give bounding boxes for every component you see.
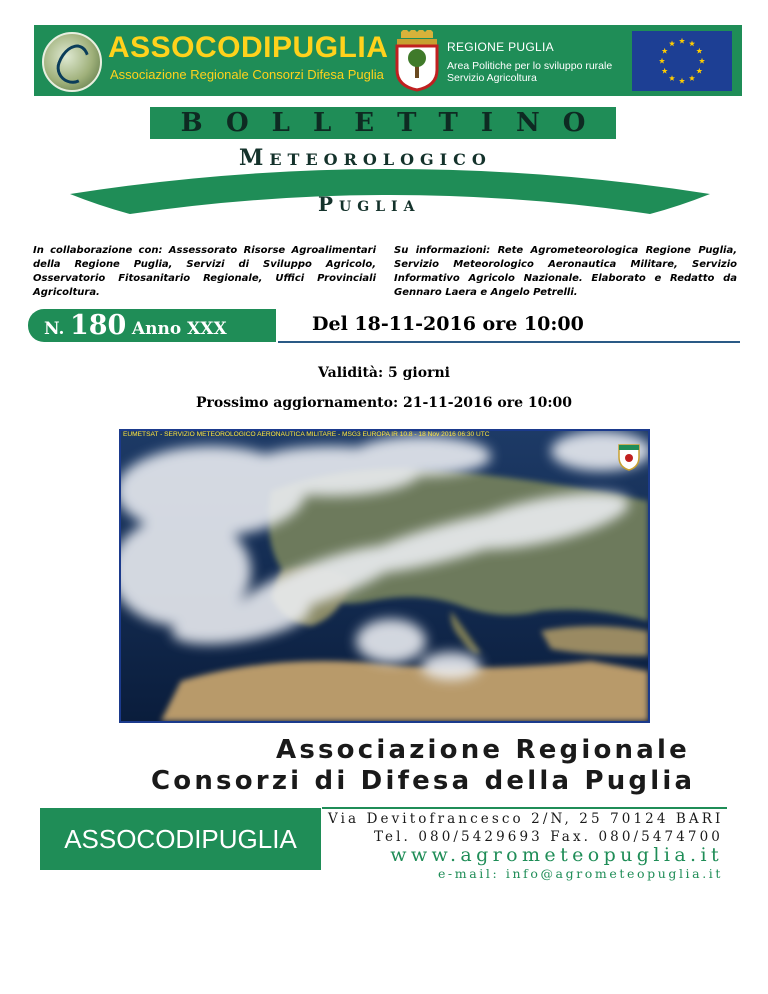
meteorologico-initial: M [239, 145, 270, 171]
assoc-title: ASSOCODIPUGLIA [108, 31, 389, 64]
footer-address: Via Devitofrancesco 2/N, 25 70124 BARI [328, 811, 724, 827]
meteorologico-rest: ETEOROLOGICO [269, 150, 492, 169]
region-subtitle [447, 60, 637, 84]
satellite-image [119, 429, 650, 723]
puglia-rest: UGLIA [339, 199, 421, 215]
footer-website-link[interactable]: www.agrometeopuglia.it [390, 844, 723, 866]
region-subtitle-line1: Area Politiche per lo sviluppo rurale [447, 60, 613, 72]
footer-email-link[interactable]: e-mail: info@agrometeopuglia.it [437, 866, 723, 881]
issue-date: Del 18-11-2016 ore 10:00 [312, 313, 584, 335]
collaboration-text: In collaborazione con: Assessorato Risorse Agroalimentari della Regione Puglia, Servizi di Sviluppo Agricolo, Osservatorio Fitosanitario Regionale, Uffici Provinciali Agricoltura. [33, 245, 376, 298]
footer-title-line1: Associazione Regionale [276, 735, 690, 765]
footer-phone: Tel. 080/5429693 Fax. 080/5474700 [373, 829, 723, 845]
eu-flag-icon [632, 31, 732, 91]
satellite-caption: EUMETSAT - SERVIZIO METEOROLOGICO AERONAUTICA MILITARE - MSG3 EUROPA IR 10.8 - 18 Nov 2016 06:30 UTC [123, 431, 490, 438]
aeronautica-militare-crest-icon [617, 441, 641, 471]
region-subtitle-line2: Servizio Agricoltura [447, 72, 537, 84]
validity-text: Validità: 5 giorni [318, 365, 450, 381]
issue-number: 180 [69, 310, 127, 341]
assoc-subtitle: Associazione Regionale Consorzi Difesa Puglia [110, 67, 384, 82]
date-underline [278, 341, 740, 343]
bollettino-title: BOLLETTINO [180, 108, 609, 138]
assocodipuglia-logo-icon [42, 32, 102, 92]
issue-year: Anno XXX [131, 319, 227, 339]
footer-logo-text: ASSOCODIPUGLIA [64, 824, 297, 854]
puglia-initial: P [318, 192, 340, 216]
regione-puglia-crest-icon [393, 30, 441, 92]
issue-n-label: N. [44, 319, 65, 339]
region-title: REGIONE PUGLIA [447, 40, 554, 54]
puglia-title [318, 192, 420, 216]
footer-divider [322, 807, 727, 809]
information-sources-text: Su informazioni: Rete Agrometeorologica Regione Puglia, Servizio Meteorologico Aeronautica Militare, Servizio Informativo Agricolo Nazionale. Elaborato e Redatto da Gennaro Laera e Angelo Petrelli. [394, 245, 737, 298]
satellite-map [121, 431, 648, 721]
issue-number-text [44, 309, 227, 342]
next-update-text: Prossimo aggiornamento: 21-11-2016 ore 10:00 [195, 395, 573, 411]
footer-title-line2: Consorzi di Difesa della Puglia [151, 766, 696, 796]
